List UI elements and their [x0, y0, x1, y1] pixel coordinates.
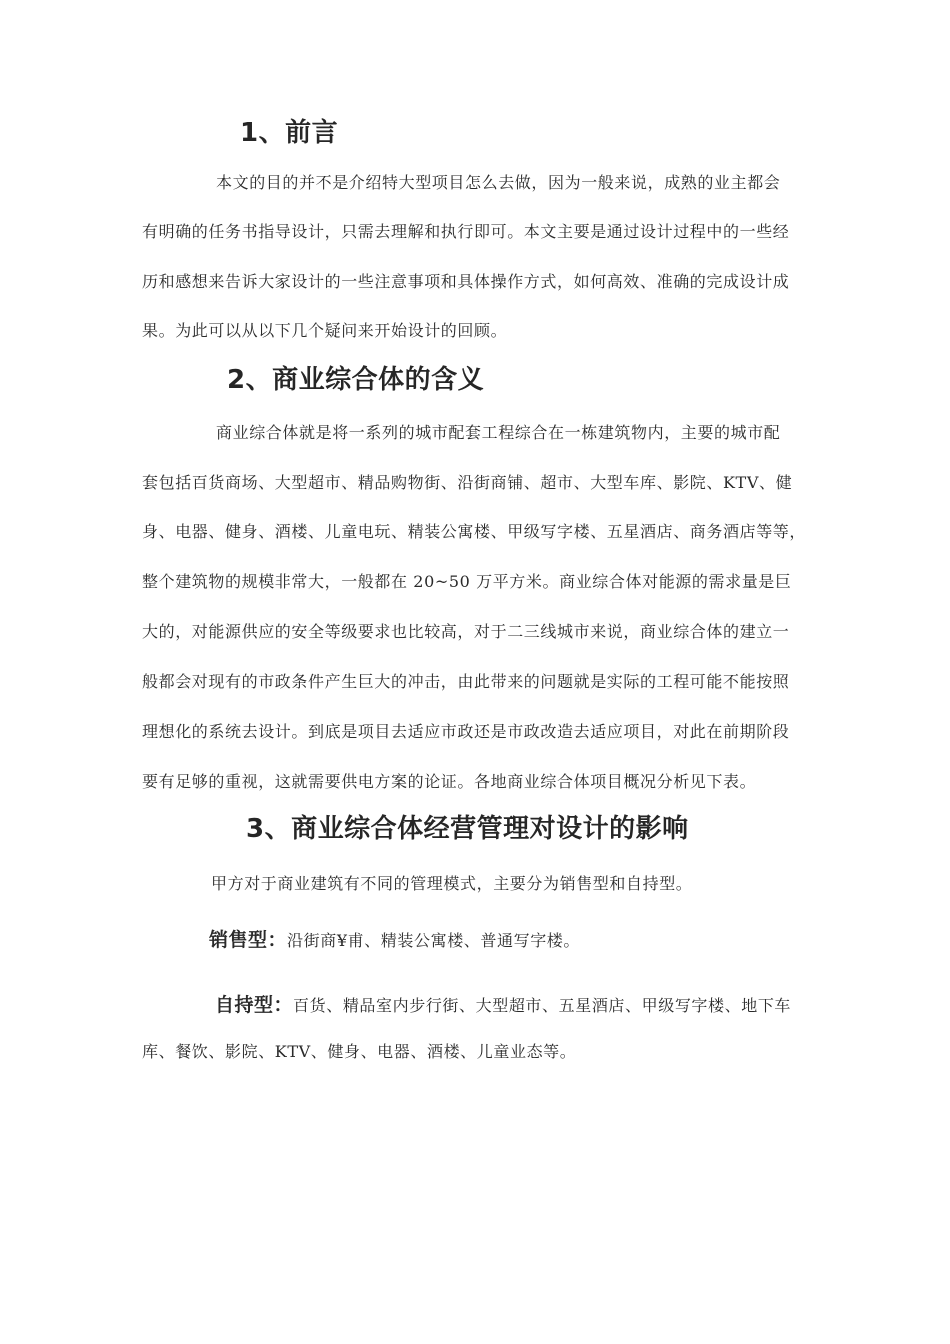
section-2-line-4: 整个建筑物的规模非常大，一般都在 20~50 万平方米。商业综合体对能源的需求量是巨: [142, 572, 792, 591]
section-2-line-2: 套包括百货商场、大型超市、精品购物街、沿街商铺、超市、大型车库、影院、KTV、健: [142, 473, 793, 492]
section-1-line-3: 历和感想来告诉大家设计的一些注意事项和具体操作方式，如何高效、准确的完成设计成: [142, 272, 790, 291]
hold-type-line: [215, 990, 791, 1017]
sale-type-label: 销售型：: [209, 929, 288, 951]
section-2-line-5: 大的，对能源供应的安全等级要求也比较高，对于二三线城市来说，商业综合体的建立一: [142, 622, 790, 641]
hold-type-line-2: 库、餐饮、影院、KTV、健身、电器、酒楼、儿童业态等。: [142, 1042, 577, 1061]
section-1-line-4: 果。为此可以从以下几个疑问来开始设计的回顾。: [142, 321, 508, 340]
hold-type-text: 百货、精品室内步行街、大型超市、五星酒店、甲级写字楼、地下车: [293, 996, 792, 1015]
hold-type-label: 自持型：: [215, 994, 294, 1016]
section-2-line-3: 身、电器、健身、酒楼、儿童电玩、精装公寓楼、甲级写字楼、五星酒店、商务酒店等等，: [142, 522, 807, 541]
sale-type-line: [209, 925, 580, 952]
section-3-intro: 甲方对于商业建筑有不同的管理模式，主要分为销售型和自持型。: [211, 874, 693, 893]
section-2-line-6: 般都会对现有的市政条件产生巨大的冲击，由此带来的问题就是实际的工程可能不能按照: [142, 672, 790, 691]
sale-type-text: 沿街商¥甫、精装公寓楼、普通写字楼。: [287, 931, 580, 950]
section-2-heading: 2、商业综合体的含义: [227, 365, 485, 395]
section-2-line-1: 商业综合体就是将一系列的城市配套工程综合在一栋建筑物内，主要的城市配: [216, 423, 781, 442]
section-2-line-8: 要有足够的重视，这就需要供电方案的论证。各地商业综合体项目概况分析见下表。: [142, 772, 757, 791]
section-1-line-1: 本文的目的并不是介绍特大型项目怎么去做，因为一般来说，成熟的业主都会: [216, 173, 781, 192]
section-2-line-7: 理想化的系统去设计。到底是项目去适应市政还是市政改造去适应项目，对此在前期阶段: [142, 722, 790, 741]
section-1-line-2: 有明确的任务书指导设计，只需去理解和执行即可。本文主要是通过设计过程中的一些经: [142, 222, 790, 241]
section-1-heading: 1、前言: [240, 118, 339, 148]
section-3-heading: 3、商业综合体经营管理对设计的影响: [246, 814, 689, 844]
